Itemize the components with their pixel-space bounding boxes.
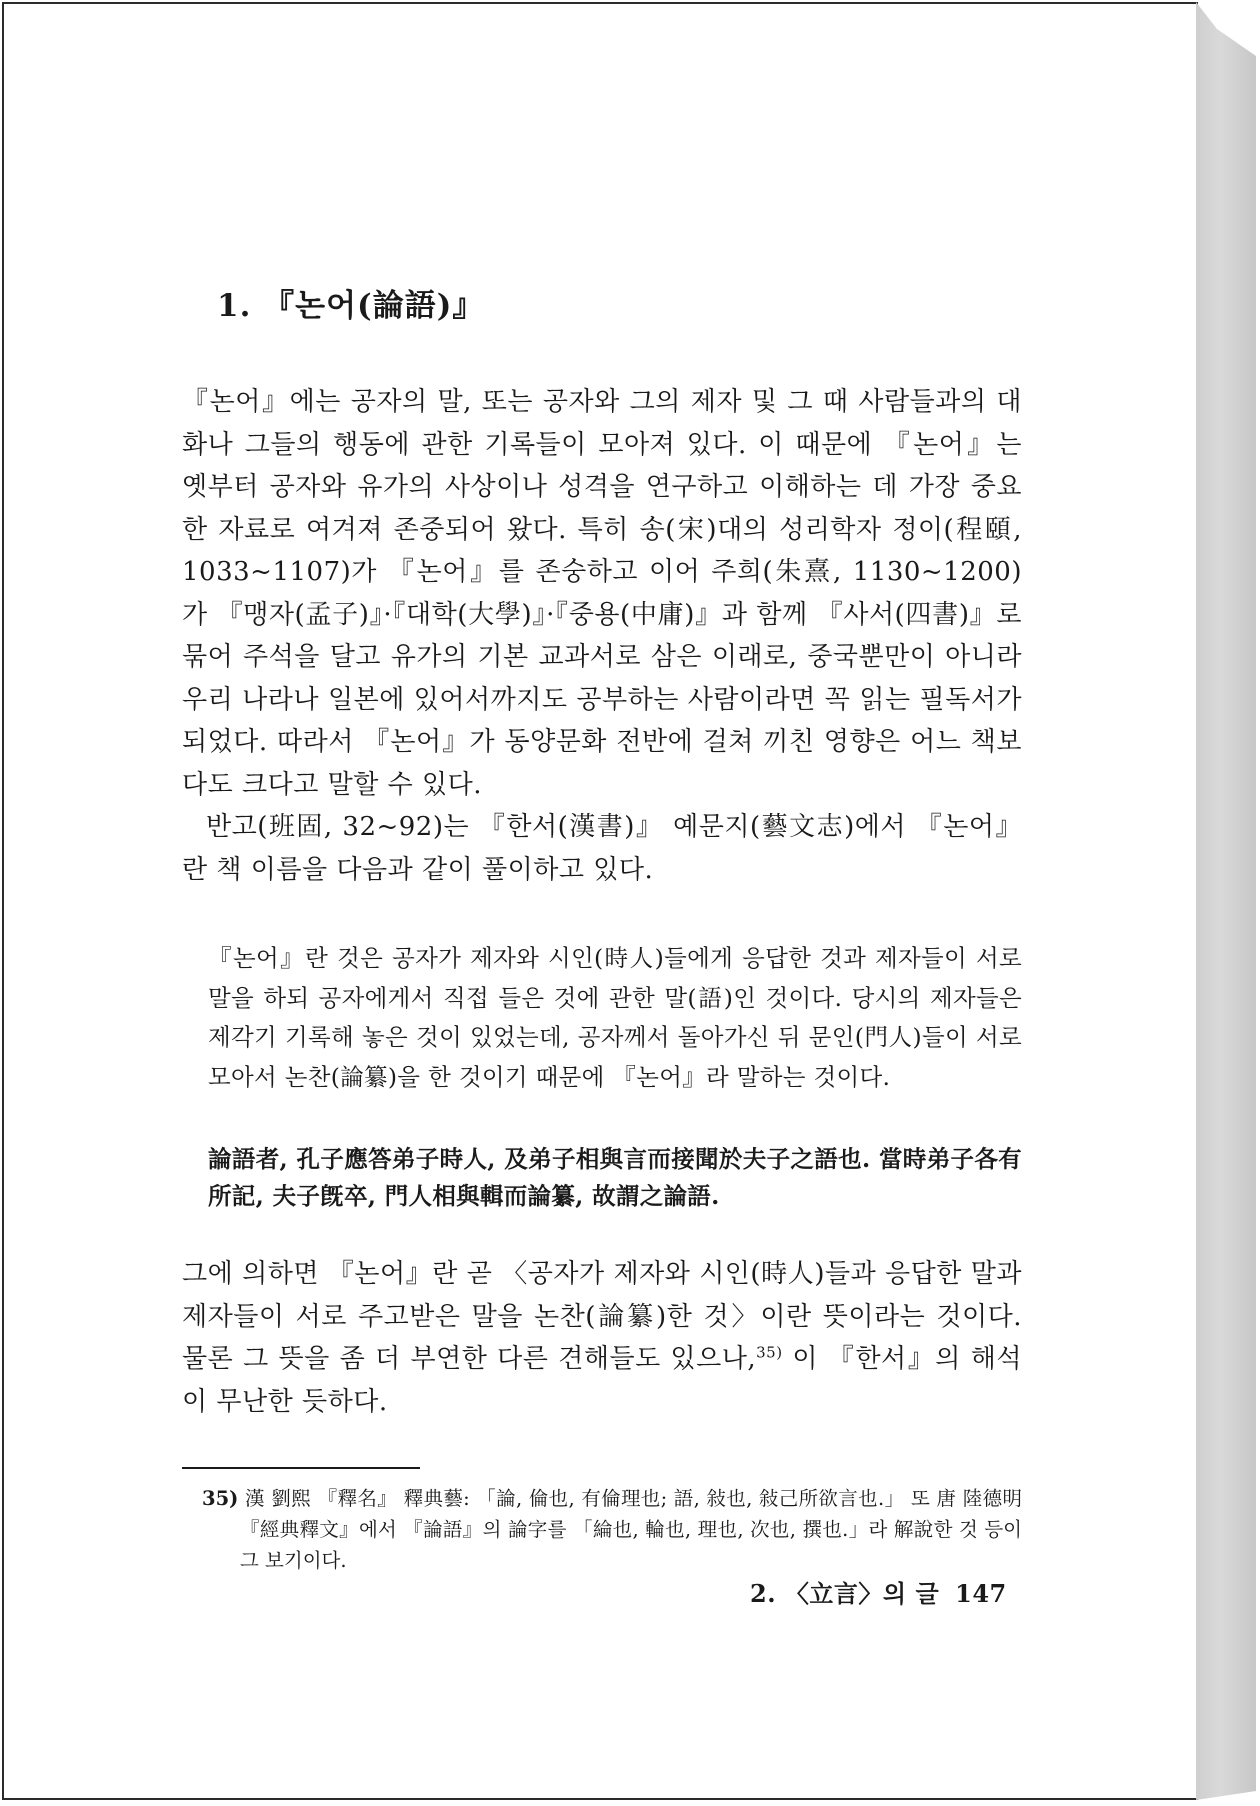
body-paragraph-2: 반고(班固, 32~92)는 『한서(漢書)』 예문지(藝文志)에서 『논어』란 책 이름을 다음과 같이 풀이하고 있다.: [182, 812, 1022, 885]
running-footer: [750, 1574, 1007, 1609]
footnote-separator: [182, 1467, 420, 1469]
page-number: 147: [955, 1579, 1007, 1608]
quote-korean-translation: 『논어』란 것은 공자가 제자와 시인(時人)들에게 응답한 것과 제자들이 서로 말을 하되 공자에게서 직접 들은 것에 관한 말(語)인 것이다. 당시의 제자들은 제각기 기록해 놓은 것이 있었는데, 공자께서 돌아가신 뒤 문인(門人)들이 서로 모아서 논찬(論纂)을 한 것이기 때문에 『논어』라 말하는 것이다.: [208, 944, 1022, 1091]
body-paragraph-1: 『논어』에는 공자의 말, 또는 공자와 그의 제자 및 그 때 사람들과의 대화나 그들의 행동에 관한 기록들이 모아져 있다. 이 때문에 『논어』는 옛부터 공자와 유가의 사상이나 성격을 연구하고 이해하는 데 가장 중요한 자료로 여겨져 존중되어 왔다. 특히 송(宋)대의 성리학자 정이(程頤, 1033~1107)가 『논어』를 존숭하고 이어 주희(朱熹, 1130~1200)가 『맹자(孟子)』·『대학(大學)』·『중용(中庸)』과 함께 『사서(四書)』로 묶어 주석을 달고 유가의 기본 교과서로 삼은 이래로, 중국뿐만이 아니라 우리 나라나 일본에 있어서까지도 공부하는 사람이라면 꼭 읽는 필독서가 되었다. 따라서 『논어』가 동양문화 전반에 걸쳐 끼친 영향은 어느 책보다도 크다고 말할 수 있다.: [182, 387, 1022, 800]
paragraph-3-text-after: 이 『한서』의 해석이 무난한 듯하다.: [182, 1344, 1022, 1417]
section-title: 1. 『논어(論語)』: [217, 288, 485, 324]
footnote-35: [202, 1483, 1022, 1576]
page-stack-edge: [1196, 2, 1256, 1800]
footnote-reference-35[interactable]: 35): [756, 1343, 783, 1362]
quote-chinese-original: 論語者, 孔子應答弟子時人, 及弟子相與言而接聞於夫子之語也. 當時弟子各有所記, 夫子旣卒, 門人相與輯而論纂, 故謂之論語.: [208, 1145, 1022, 1210]
body-paragraph-3: [182, 1253, 1022, 1423]
footnote-text: 漢 劉熙 『釋名』 釋典藝: 「論, 倫也, 有倫理也; 語, 敍也, 敍己所欲言也.」 또 唐 陸德明 『經典釋文』에서 『論語』의 論字를 「綸也, 輪也, 理也, 次也, 撰也.」라 解說한 것 등이 그 보기이다.: [240, 1487, 1022, 1572]
footnote-number: 35): [202, 1487, 239, 1510]
paragraph-3-text-before: 그에 의하면 『논어』란 곧 〈공자가 제자와 시인(時人)들과 응답한 말과 제자들이 서로 주고받은 말을 논찬(論纂)한 것〉이란 뜻이라는 것이다. 물론 그 뜻을 좀 더 부연한 다른 견해들도 있으나,: [182, 1259, 1022, 1374]
footer-chapter-title: 2. 〈立言〉의 글: [750, 1579, 940, 1608]
page-content: [182, 280, 1022, 1576]
